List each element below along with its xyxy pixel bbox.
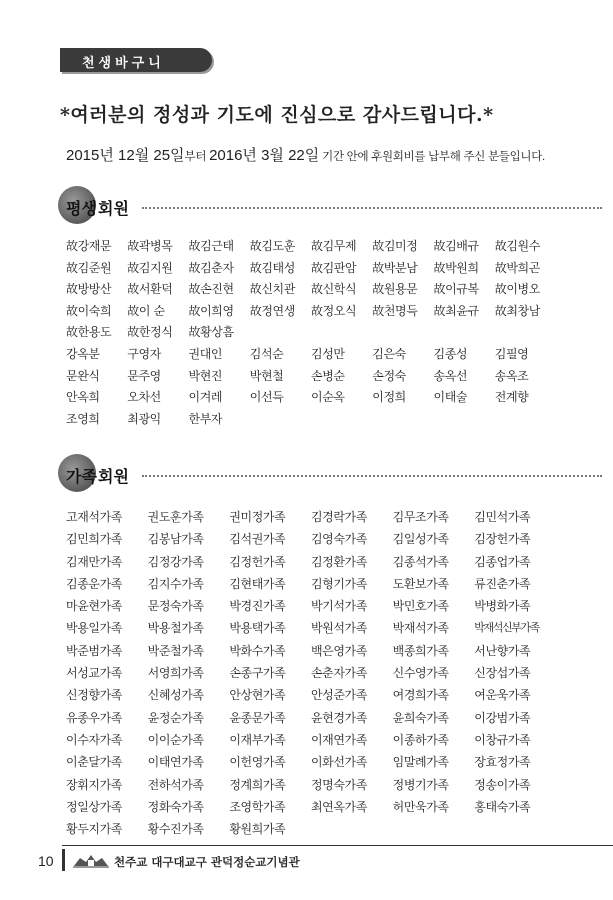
member-name — [250, 322, 311, 344]
member-name: 도환보가족 — [392, 576, 449, 591]
period-rest: 기간 안에 후원회비를 납부해 주신 분들입니다. — [319, 151, 545, 163]
member-name: 故원용문 — [372, 282, 418, 297]
member-name: 윤정순가족 — [147, 710, 204, 725]
member-name: 문정숙가족 — [147, 599, 204, 614]
member-name: 안상현가족 — [229, 688, 286, 703]
member-name: 박경진가족 — [229, 599, 286, 614]
member-name: 권대인 — [188, 346, 223, 361]
member-name: 김일성가족 — [392, 532, 449, 547]
member-name: 정병기가족 — [392, 777, 449, 792]
family-title-circle: 가족 — [66, 467, 97, 486]
member-name: 김종석가족 — [392, 554, 449, 569]
member-name: 안옥희 — [66, 390, 100, 405]
member-name: 조영희 — [66, 411, 100, 426]
section-dotted-rule — [142, 207, 602, 209]
member-name: 한부자 — [188, 411, 223, 426]
member-name: 故정오식 — [311, 303, 357, 318]
member-name: 안성준가족 — [310, 688, 367, 703]
member-name: 박병화가족 — [474, 599, 531, 614]
member-name: 김성만 — [311, 346, 345, 361]
member-name: 이재연가족 — [310, 732, 367, 747]
member-name: 강옥분 — [66, 346, 100, 361]
member-name: 김종업가족 — [474, 554, 531, 569]
member-name: 홍태숙가족 — [474, 799, 531, 814]
period-start: 2015년 12월 25일 — [66, 147, 185, 164]
member-name: 윤종문가족 — [229, 710, 286, 725]
member-name: 故한용도 — [66, 325, 112, 340]
member-name: 故천명득 — [372, 303, 418, 318]
member-name — [372, 322, 433, 344]
member-name: 서영희가족 — [147, 666, 204, 681]
shrine-logo-icon — [72, 852, 110, 868]
member-name: 허만욱가족 — [392, 799, 449, 814]
member-name: 정송이가족 — [474, 777, 531, 792]
member-name: 故박원희 — [433, 260, 479, 275]
member-name: 황수진가족 — [147, 822, 204, 837]
member-name: 황두지가족 — [66, 822, 122, 837]
member-name: 故강재문 — [66, 239, 112, 253]
member-name: 박용택가족 — [229, 621, 286, 636]
member-name: 박재석신부가족 — [474, 621, 539, 635]
member-name: 故신치관 — [249, 282, 295, 297]
member-name: 신정향가족 — [66, 688, 122, 703]
member-name: 황원희가족 — [229, 822, 286, 837]
member-name — [495, 322, 556, 344]
lifetime-title-rest: 회원 — [98, 201, 129, 218]
lifetime-title-circle: 평생 — [66, 199, 97, 218]
member-name: 故손진현 — [188, 282, 234, 297]
period-line — [66, 144, 556, 165]
header-tab — [60, 48, 212, 72]
member-name: 박민호가족 — [392, 599, 449, 614]
member-name: 문완식 — [66, 368, 100, 383]
member-name: 권도훈가족 — [147, 510, 204, 524]
member-name: 故김원수 — [494, 239, 540, 253]
member-name: 이겨레 — [188, 390, 223, 405]
member-name: 김필영 — [494, 346, 529, 361]
member-name: 김장헌가족 — [474, 532, 531, 547]
member-name: 정계희가족 — [229, 777, 286, 792]
member-name: 박기석가족 — [310, 599, 367, 614]
member-name: 故곽병목 — [127, 239, 173, 253]
member-name: 이춘달가족 — [66, 755, 122, 770]
member-name: 이종하가족 — [392, 732, 449, 747]
member-name: 박용철가족 — [147, 621, 204, 636]
member-name: 故박희곤 — [494, 260, 540, 275]
member-name: 송옥조 — [494, 368, 529, 383]
lifetime-member-list — [66, 236, 556, 430]
member-name: 박용일가족 — [66, 621, 122, 636]
member-name: 김종성 — [433, 346, 468, 361]
member-name: 신장섭가족 — [474, 666, 531, 681]
member-name: 송옥선 — [433, 368, 468, 383]
member-name: 김지수가족 — [147, 576, 204, 591]
member-name: 故최창남 — [494, 303, 540, 318]
member-name: 이순옥 — [311, 390, 345, 405]
member-name: 오차선 — [127, 390, 161, 405]
member-name: 마윤현가족 — [66, 599, 122, 614]
member-name: 故이병오 — [494, 282, 540, 297]
member-name: 이재부가족 — [229, 732, 286, 747]
member-name: 김민희가족 — [66, 532, 122, 547]
member-name: 정명숙가족 — [310, 777, 367, 792]
member-name: 故김준원 — [66, 260, 112, 275]
member-name: 손춘자가족 — [310, 666, 367, 681]
period-end: 2016년 3월 22일 — [209, 147, 320, 164]
member-name: 장휘지가족 — [66, 777, 122, 792]
member-name: 故김미정 — [372, 239, 418, 253]
member-name: 김경락가족 — [310, 510, 367, 524]
footer-rule — [62, 845, 613, 846]
header-tab-label: 천생바구니 — [82, 56, 165, 71]
member-name: 전계향 — [494, 390, 529, 405]
member-name: 故방방산 — [66, 282, 112, 297]
member-name: 전하석가족 — [147, 777, 204, 792]
member-name: 이헌영가족 — [229, 755, 286, 770]
footer-title: 천주교 대구대교구 관덕정순교기념관 — [114, 855, 300, 869]
member-name: 故최윤규 — [433, 303, 479, 318]
member-name: 故이희영 — [188, 303, 234, 318]
member-name: 故이규복 — [433, 282, 479, 297]
member-name: 故서환덕 — [127, 282, 173, 297]
member-name: 류진춘가족 — [474, 576, 531, 591]
member-name: 이선득 — [249, 390, 284, 405]
member-name: 故신학식 — [311, 282, 357, 297]
member-name: 박현진 — [188, 368, 223, 383]
member-name: 박원석가족 — [310, 621, 367, 636]
member-name — [311, 322, 372, 344]
member-name: 김정헌가족 — [229, 554, 286, 569]
member-name: 여운욱가족 — [474, 688, 531, 703]
page-number: 10 — [38, 853, 54, 869]
member-name: 故김도훈 — [249, 239, 295, 253]
member-name: 고재석가족 — [66, 510, 122, 524]
member-name: 윤희숙가족 — [392, 710, 449, 725]
member-name: 故이숙희 — [66, 303, 112, 318]
member-name: 故김춘자 — [188, 260, 234, 275]
member-name: 故이 순 — [127, 303, 165, 318]
member-name: 이수자가족 — [66, 732, 122, 747]
member-name: 신수영가족 — [392, 666, 449, 681]
member-name: 서성교가족 — [66, 666, 122, 681]
member-name: 이정희 — [372, 390, 406, 405]
member-name: 김봉남가족 — [147, 532, 204, 547]
member-name: 故김배규 — [433, 239, 479, 253]
member-name: 여경희가족 — [392, 688, 449, 703]
section-dotted-rule — [142, 475, 602, 477]
member-name: 故한정식 — [127, 325, 173, 340]
member-name: 김석권가족 — [229, 532, 286, 547]
member-name: 김종운가족 — [66, 576, 122, 591]
member-name: 박준범가족 — [66, 643, 122, 658]
member-name: 故황상흠 — [188, 325, 234, 340]
member-name: 이이순가족 — [147, 732, 204, 747]
member-name: 이태연가족 — [147, 755, 204, 770]
member-name: 김석순 — [249, 346, 284, 361]
member-name: 손정숙 — [372, 368, 406, 383]
member-name: 김은숙 — [372, 346, 406, 361]
member-name: 손종구가족 — [229, 666, 286, 681]
member-name: 故김근태 — [188, 239, 234, 253]
member-name: 김현태가족 — [229, 576, 286, 591]
member-name: 이강범가족 — [474, 710, 531, 725]
period-from: 부터 — [184, 151, 210, 163]
member-name: 김정강가족 — [147, 554, 204, 569]
member-name: 정화숙가족 — [147, 799, 204, 814]
member-name: 조영학가족 — [229, 799, 286, 814]
member-name: 이화선가족 — [310, 755, 367, 770]
member-name: 최광익 — [127, 411, 161, 426]
member-name: 김민석가족 — [474, 510, 531, 524]
member-name: 이창규가족 — [474, 732, 531, 747]
member-name: 서난향가족 — [474, 643, 531, 658]
member-name: 유종우가족 — [66, 710, 122, 725]
member-name: 최연옥가족 — [310, 799, 367, 814]
member-name: 김형기가족 — [310, 576, 367, 591]
member-name: 故김지원 — [127, 260, 173, 275]
member-name: 백종희가족 — [392, 643, 449, 658]
member-name: 정일상가족 — [66, 799, 122, 814]
family-member-list — [66, 506, 556, 840]
member-name: 장효정가족 — [474, 755, 531, 770]
member-name: 김정환가족 — [310, 554, 367, 569]
member-name: 김재만가족 — [66, 554, 122, 569]
family-title-rest: 회원 — [98, 469, 129, 486]
member-name: 권미정가족 — [229, 510, 286, 524]
member-name: 박화수가족 — [229, 643, 286, 658]
member-name: 박준철가족 — [147, 643, 204, 658]
thanks-heading: *여러분의 정성과 기도에 진심으로 감사드립니다.* — [60, 104, 494, 126]
member-name: 백은영가족 — [310, 643, 367, 658]
member-name: 박현철 — [249, 368, 284, 383]
member-name — [434, 322, 495, 344]
member-name: 윤현경가족 — [310, 710, 367, 725]
member-name: 임말례가족 — [392, 755, 449, 770]
member-name: 문주영 — [127, 368, 161, 383]
member-name: 신혜성가족 — [147, 688, 204, 703]
member-name: 김영숙가족 — [310, 532, 367, 547]
member-name: 이태술 — [433, 390, 468, 405]
member-name: 박재석가족 — [392, 621, 449, 636]
member-name: 故박분남 — [372, 260, 418, 275]
member-name: 손병순 — [311, 368, 345, 383]
member-name: 故김무제 — [311, 239, 357, 253]
member-name: 故김태성 — [249, 260, 295, 275]
member-name: 김무조가족 — [392, 510, 449, 524]
member-name: 故정연생 — [249, 303, 295, 318]
member-name: 故김판암 — [311, 260, 357, 275]
member-name: 구영자 — [127, 346, 161, 361]
footer-bar — [62, 849, 65, 871]
